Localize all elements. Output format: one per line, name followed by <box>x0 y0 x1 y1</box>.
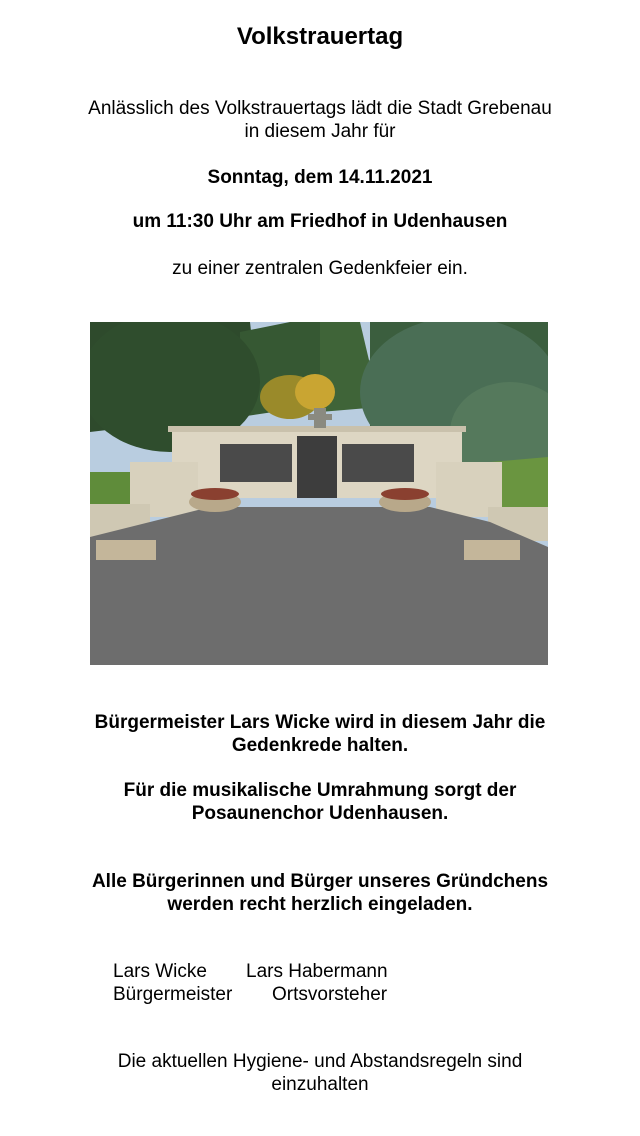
music-line-2: Posaunenchor Udenhausen. <box>191 803 449 824</box>
welcome-line-1: Alle Bürgerinnen und Bürger unseres Gründchens <box>91 871 549 892</box>
signature-role-1: Bürgermeister <box>113 984 233 1005</box>
hygiene-line-1: Die aktuellen Hygiene- und Abstandsregeln sind <box>117 1051 523 1072</box>
intro-line-1: Anlässlich des Volkstrauertags lädt die Stadt Grebenau <box>88 98 552 119</box>
signature-name-1: Lars Wicke <box>113 961 207 982</box>
welcome-line-2: werden recht herzlich eingeladen. <box>167 894 473 915</box>
invite-line: zu einer zentralen Gedenkfeier ein. <box>172 258 468 279</box>
signature-role-2: Ortsvorsteher <box>272 984 388 1005</box>
page-title: Volkstrauertag <box>236 23 404 50</box>
memorial-photo <box>90 322 548 665</box>
speech-line-2: Gedenkrede halten. <box>231 735 409 756</box>
intro-line-2: in diesem Jahr für <box>244 121 396 142</box>
music-line-1: Für die musikalische Umrahmung sorgt der <box>123 780 517 801</box>
event-time-place: um 11:30 Uhr am Friedhof in Udenhausen <box>132 211 508 232</box>
speech-line-1: Bürgermeister Lars Wicke wird in diesem Jahr die <box>94 712 546 733</box>
signature-name-2: Lars Habermann <box>246 961 388 982</box>
hygiene-line-2: einzuhalten <box>271 1074 369 1095</box>
event-date: Sonntag, dem 14.11.2021 <box>207 167 433 188</box>
